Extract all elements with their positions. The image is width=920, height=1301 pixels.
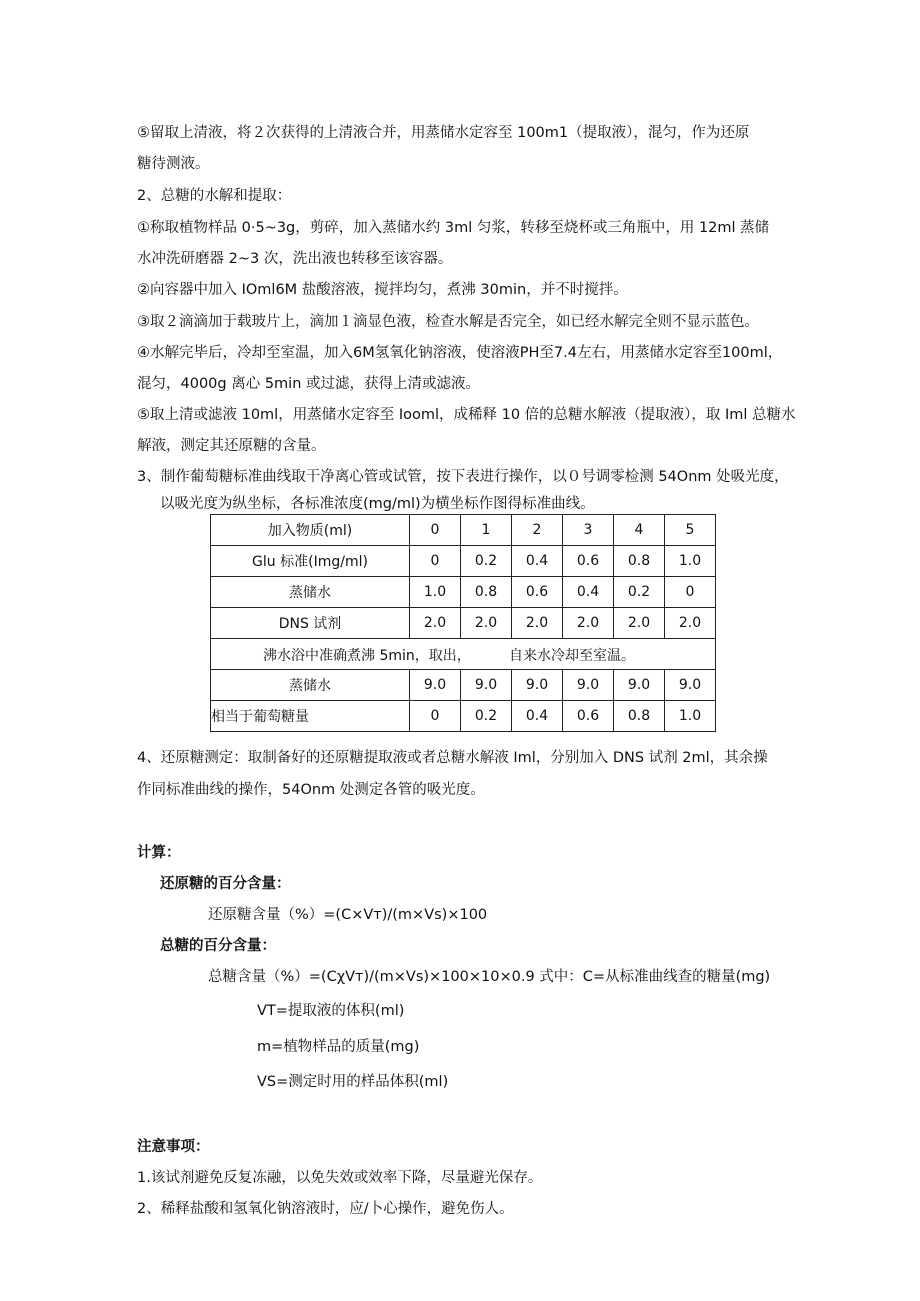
paragraph-line: 糖待测液。 — [137, 156, 210, 172]
definition-vs: VS=测定时用的样品体积(ml) — [257, 1074, 449, 1090]
paragraph-line: ①称取植物样品 0·5~3g，剪碎，加入蒸储水约 3ml 匀浆，转移至烧杯或三角瓶中，用 12ml 蒸储 — [137, 220, 770, 236]
paragraph-line: 混匀，4000g 离心 5min 或过滤，获得上清或滤液。 — [137, 376, 480, 392]
table-cell: 0.6 — [563, 701, 614, 732]
table-row — [211, 670, 716, 701]
standard-curve-table — [210, 514, 716, 732]
table-cell: Glu 标准(Img/ml) — [211, 546, 410, 577]
table-cell: 0.4 — [512, 546, 563, 577]
table-cell: 0.8 — [614, 701, 665, 732]
section-heading: 2、总糖的水解和提取： — [137, 188, 292, 204]
table-cell: 0.4 — [512, 701, 563, 732]
note-item: 1.该试剂避免反复冻融，以免失效或效率下降，尽量避光保存。 — [137, 1170, 543, 1186]
table-row — [211, 608, 716, 639]
table-cell: 加入物质(ml) — [211, 515, 410, 546]
table-cell: 2 — [512, 515, 563, 546]
paragraph-line: 水冲洗研磨器 2~3 次，洗出液也转移至该容器。 — [137, 251, 453, 267]
table-cell: 0.2 — [614, 577, 665, 608]
table-cell: 1 — [461, 515, 512, 546]
note-item: 2、稀释盐酸和氢氧化钠溶液时，应∕卜心操作，避免伤人。 — [137, 1201, 514, 1217]
table-cell: 0.2 — [461, 546, 512, 577]
table-row-merged — [211, 639, 716, 670]
paragraph-line: 以吸光度为纵坐标，各标准浓度(mg∕ml)为横坐标作图得标准曲线。 — [160, 496, 595, 512]
notes-title: 注意事项： — [137, 1139, 210, 1155]
table-cell: 2.0 — [512, 608, 563, 639]
paragraph-line: 解液，测定其还原糖的含量。 — [137, 438, 326, 454]
merged-instruction-cell — [211, 639, 716, 670]
definition-m: m=植物样品的质量(mg) — [257, 1039, 420, 1055]
table-cell: 2.0 — [563, 608, 614, 639]
table-cell: 蒸储水 — [211, 577, 410, 608]
table-row — [211, 701, 716, 732]
table-header-row — [211, 515, 716, 546]
calc-title: 计算： — [137, 845, 181, 861]
table-cell: 0.8 — [461, 577, 512, 608]
table-cell: 2.0 — [461, 608, 512, 639]
table-cell: 0.6 — [563, 546, 614, 577]
table-cell: 1.0 — [665, 546, 716, 577]
definition-vt: VT=提取液的体积(ml) — [257, 1003, 405, 1019]
paragraph-line: 3、制作葡萄糖标准曲线取干净离心管或试管，按下表进行操作，以０号调零检测 54Onm 处吸光度， — [137, 469, 789, 485]
boil-instruction: 沸水浴中准确煮沸 5min，取出， — [263, 648, 471, 664]
table-cell: 1.0 — [410, 577, 461, 608]
table-cell: 9.0 — [461, 670, 512, 701]
table-cell: 9.0 — [512, 670, 563, 701]
cool-instruction: 自来水冷却至室温。 — [509, 648, 635, 664]
table-cell: 2.0 — [410, 608, 461, 639]
table-cell: 0 — [665, 577, 716, 608]
table-cell: 9.0 — [614, 670, 665, 701]
table-cell: 3 — [563, 515, 614, 546]
paragraph-line: ④水解完毕后，冷却至室温，加入6M氢氧化钠溶液，使溶液PH至7.4左右，用蒸储水定容至100ml， — [137, 345, 783, 361]
table-cell: DNS 试剂 — [211, 608, 410, 639]
paragraph-line: 作同标准曲线的操作，54Onm 处测定各管的吸光度。 — [137, 782, 485, 798]
table-cell: 9.0 — [563, 670, 614, 701]
table-cell: 0.6 — [512, 577, 563, 608]
table-cell: 0 — [410, 546, 461, 577]
paragraph-line: 4、还原糖测定：取制备好的还原糖提取液或者总糖水解液 Iml，分别加入 DNS 试剂 2ml，其余操 — [137, 750, 768, 766]
table-cell: 4 — [614, 515, 665, 546]
table-cell: 9.0 — [665, 670, 716, 701]
paragraph-line: ②向容器中加入 IOml6M 盐酸溶液，搅拌均匀，煮沸 30min，并不时搅拌。 — [137, 282, 628, 298]
table-cell: 蒸储水 — [211, 670, 410, 701]
table-cell: 0 — [410, 515, 461, 546]
table-cell: 相当于葡萄糖量 — [211, 701, 410, 732]
paragraph-line: ⑤取上清或滤液 10ml，用蒸储水定容至 Iooml，成稀释 10 倍的总糖水解液（提取液），取 Iml 总糖水 — [137, 407, 796, 423]
total-sugar-formula: 总糖含量（%）=(CχVт)∕(m×Vs)×100×10×0.9 式中：C=从标准曲线查的糖量(mg) — [208, 969, 771, 985]
table-cell: 0.8 — [614, 546, 665, 577]
paragraph-line: ⑤留取上清液，将２次获得的上清液合并，用蒸储水定容至 100m1（提取液），混匀，作为还原 — [137, 125, 750, 141]
paragraph-line: ③取２滴滴加于载玻片上，滴加１滴显色液，检查水解是否完全，如已经水解完全则不显示蓝色。 — [137, 314, 759, 330]
table-cell: 9.0 — [410, 670, 461, 701]
table-row — [211, 546, 716, 577]
table-cell: 0 — [410, 701, 461, 732]
table-cell: 2.0 — [665, 608, 716, 639]
table-cell: 5 — [665, 515, 716, 546]
reducing-sugar-formula: 还原糖含量（%）=(C×Vт)∕(m×Vs)×100 — [208, 907, 488, 923]
table-cell: 1.0 — [665, 701, 716, 732]
table-cell: 2.0 — [614, 608, 665, 639]
reducing-sugar-title: 还原糖的百分含量： — [160, 876, 291, 892]
total-sugar-title: 总糖的百分含量： — [160, 938, 276, 954]
table-cell: 0.2 — [461, 701, 512, 732]
table-row — [211, 577, 716, 608]
table-cell: 0.4 — [563, 577, 614, 608]
